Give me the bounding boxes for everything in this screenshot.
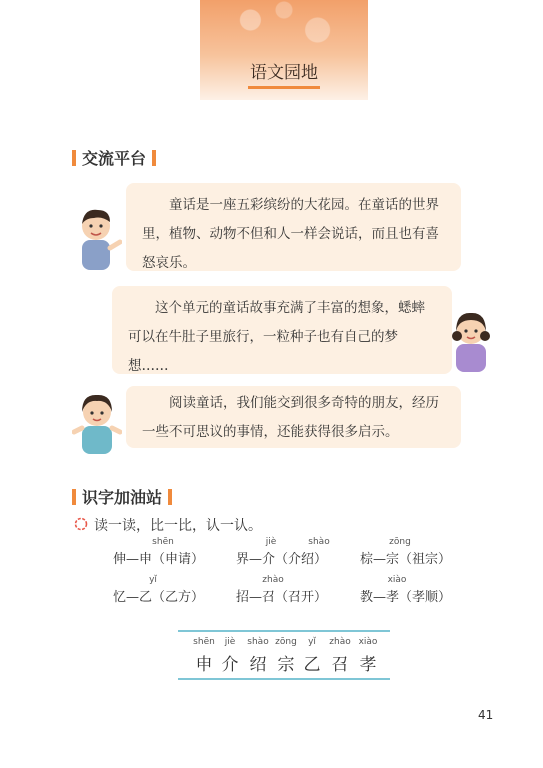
new-character: 介 [221, 655, 239, 675]
page-title: 语文园地 [250, 63, 318, 83]
heading-bar-right [152, 150, 156, 166]
pinyin: zōng [389, 537, 411, 547]
section-title: 识字加油站 [82, 488, 163, 507]
compare-item: 界—介（介绍） [236, 552, 328, 567]
new-character: 召 [331, 655, 349, 675]
speech-bubble-3: 阅读童话，我们能交到很多奇特的朋友，经历一些不可思议的事情，还能获得很多启示。 [126, 386, 461, 448]
char-pinyin: xiào [358, 637, 378, 647]
instruction-text: 读一读，比一比，认一认。 [94, 518, 262, 534]
new-character: 绍 [249, 655, 267, 675]
speech-bubble-1: 童话是一座五彩缤纷的大花园。在童话的世界里，植物、动物不但和人一样会说话，而且也有喜怒哀乐。 [126, 183, 461, 271]
pinyin: shēn [152, 537, 174, 547]
heading-bar-left [72, 489, 76, 505]
char-pinyin: jiè [224, 637, 236, 647]
pinyin: jiè [265, 537, 277, 547]
compare-item: 伸—申（申请） [113, 552, 205, 567]
heading-bar-right [168, 489, 172, 505]
char-pinyin: shào [247, 637, 269, 647]
section-title: 交流平台 [82, 149, 147, 168]
pinyin: zhào [262, 575, 284, 585]
heading-bar-left [72, 150, 76, 166]
new-character: 乙 [303, 655, 321, 675]
char-pinyin: yǐ [308, 637, 316, 647]
girl-glasses-illustration-icon [72, 388, 122, 456]
section-heading-exchange [72, 146, 156, 169]
boy-illustration-icon [72, 204, 122, 272]
compare-item: 棕—宗（祖宗） [360, 552, 452, 567]
pinyin: yǐ [149, 575, 157, 585]
title-underline [248, 86, 320, 89]
new-character: 宗 [277, 655, 295, 675]
new-character: 申 [195, 655, 213, 675]
compare-item: 忆—乙（乙方） [113, 590, 205, 605]
pinyin: xiào [387, 575, 407, 585]
circle-bullet-icon [74, 517, 88, 531]
pinyin: shào [308, 537, 330, 547]
char-pinyin: shēn [193, 637, 215, 647]
compare-item: 教—孝（孝顺） [360, 590, 452, 605]
char-pinyin: zhào [329, 637, 351, 647]
girl-illustration-icon [446, 306, 496, 374]
speech-bubble-2: 这个单元的童话故事充满了丰富的想象，蟋蟀可以在牛肚子里旅行，一粒种子也有自己的梦想…… [112, 286, 452, 374]
char-pinyin: zōng [275, 637, 297, 647]
section-heading-literacy [72, 485, 172, 508]
compare-item: 招—召（召开） [236, 590, 328, 605]
header-banner [200, 0, 368, 100]
new-character: 孝 [359, 655, 377, 675]
page-number: 41 [478, 708, 494, 722]
